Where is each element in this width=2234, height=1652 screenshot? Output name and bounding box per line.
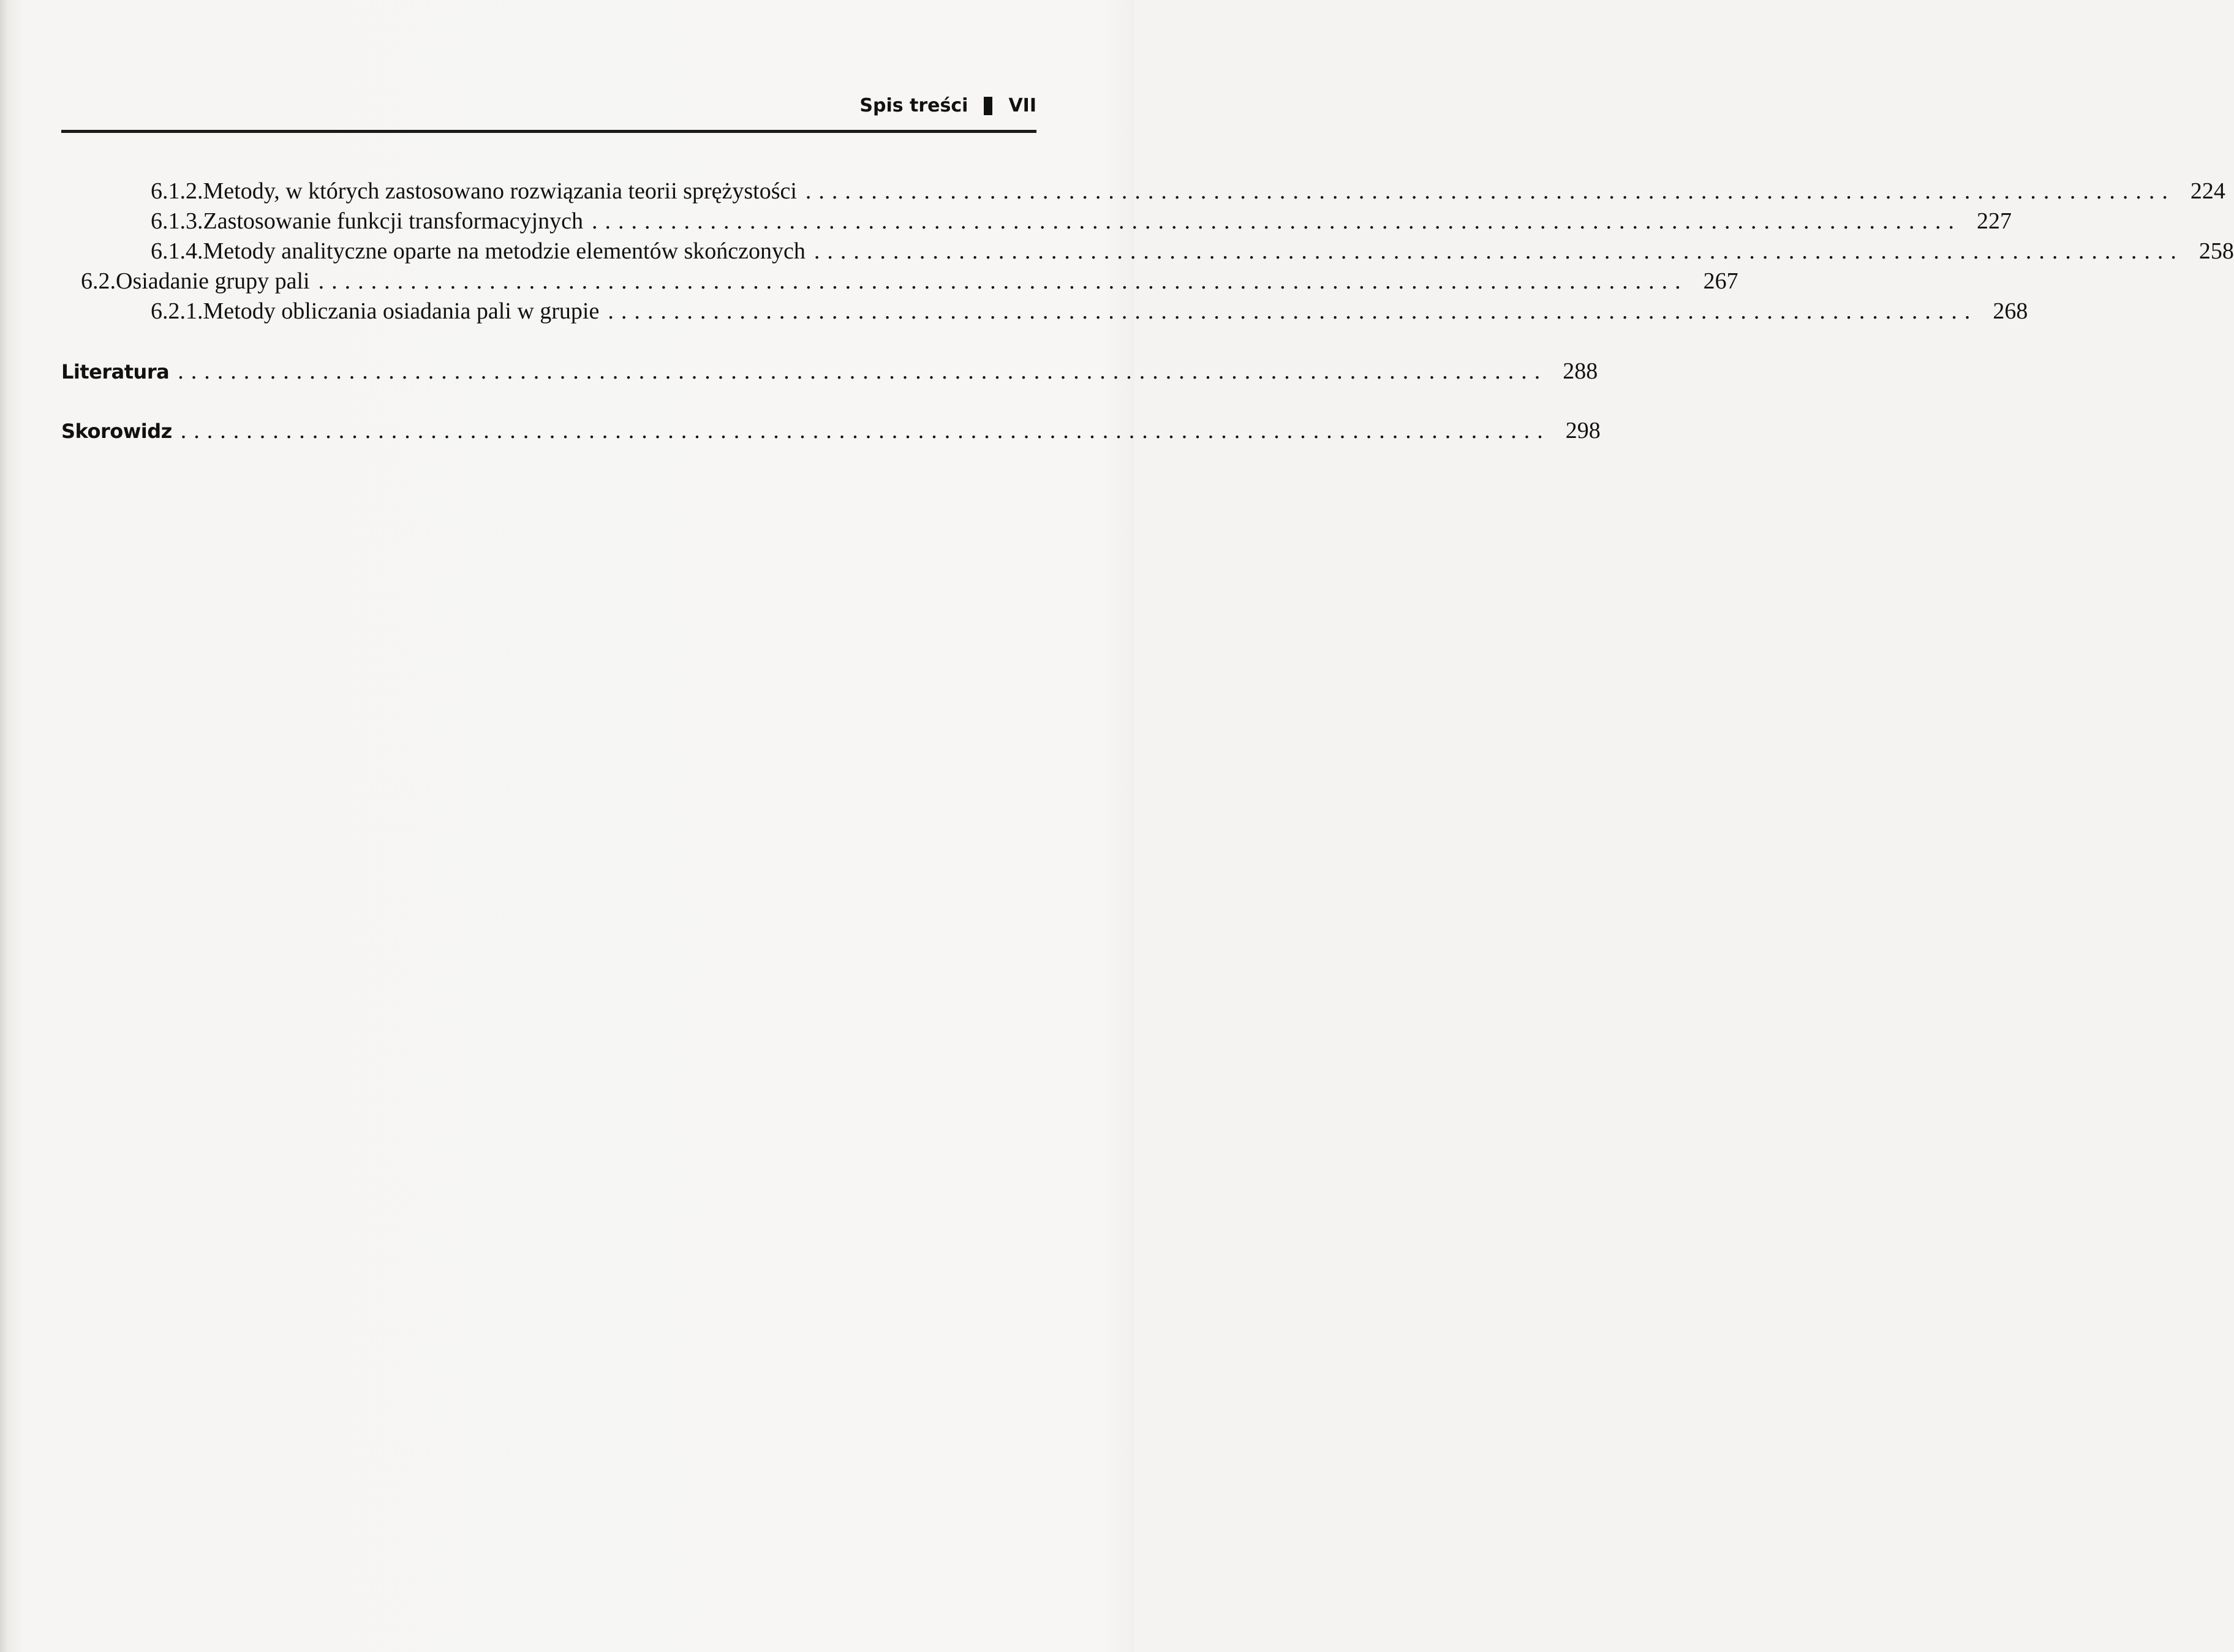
toc-entry[interactable] — [61, 417, 1601, 445]
toc-entry-page: 227 — [1976, 208, 2012, 234]
scan-edge — [0, 0, 9, 1652]
dot-leader: ........................................................................................................ — [178, 358, 1548, 384]
toc-entry[interactable] — [151, 208, 2012, 235]
toc-chapter-title: Skorowidz — [61, 420, 172, 443]
dot-leader: ........................................................................................................ — [813, 238, 2184, 264]
toc-entry-page: 298 — [1565, 418, 1601, 443]
dot-leader: ........................................................................................................ — [608, 298, 1978, 324]
running-header-title: Spis treści — [859, 95, 968, 116]
dot-leader: ........................................................................................................ — [591, 208, 1961, 234]
page-number: VII — [1008, 95, 1036, 116]
toc-entry-page: 258 — [2198, 238, 2234, 264]
toc-entry-number: 6.2.1. — [151, 298, 203, 324]
dot-leader: ........................................................................................................ — [180, 418, 1550, 443]
separator-block-icon — [984, 97, 992, 115]
dot-leader: ........................................................................................................ — [318, 268, 1688, 294]
toc-entry-number: 6.1.4. — [151, 238, 203, 264]
toc-entry-page: 288 — [1563, 358, 1598, 384]
toc-entry-page: 267 — [1703, 268, 1738, 294]
running-header — [859, 95, 1036, 116]
toc-entry[interactable] — [151, 298, 2028, 325]
toc-entry[interactable] — [81, 268, 1738, 295]
toc-entry[interactable] — [151, 178, 2225, 205]
toc-entry[interactable] — [61, 358, 1598, 385]
header-rule — [61, 130, 1036, 133]
dot-leader: ........................................................................................................ — [805, 178, 2175, 204]
toc-entry-title: Osiadanie grupy pali — [116, 268, 310, 294]
toc-entry-page: 268 — [1993, 298, 2028, 324]
toc-entry-page: 224 — [2190, 178, 2225, 204]
toc-entry-title: Metody analityczne oparte na metodzie elementów skończonych — [203, 238, 806, 264]
toc-entry-number: 6.1.3. — [151, 208, 203, 234]
toc-entry[interactable] — [151, 238, 2234, 265]
toc-entry-title: Metody obliczania osiadania pali w grupie — [203, 298, 600, 324]
toc-entry-title: Metody, w których zastosowano rozwiązania teorii sprężystości — [203, 178, 797, 204]
toc-entry-number: 6.2. — [81, 268, 116, 294]
toc-chapter-title: Literatura — [61, 360, 170, 383]
toc-entry-number: 6.1.2. — [151, 178, 203, 204]
toc-entry-title: Zastosowanie funkcji transformacyjnych — [203, 208, 583, 234]
